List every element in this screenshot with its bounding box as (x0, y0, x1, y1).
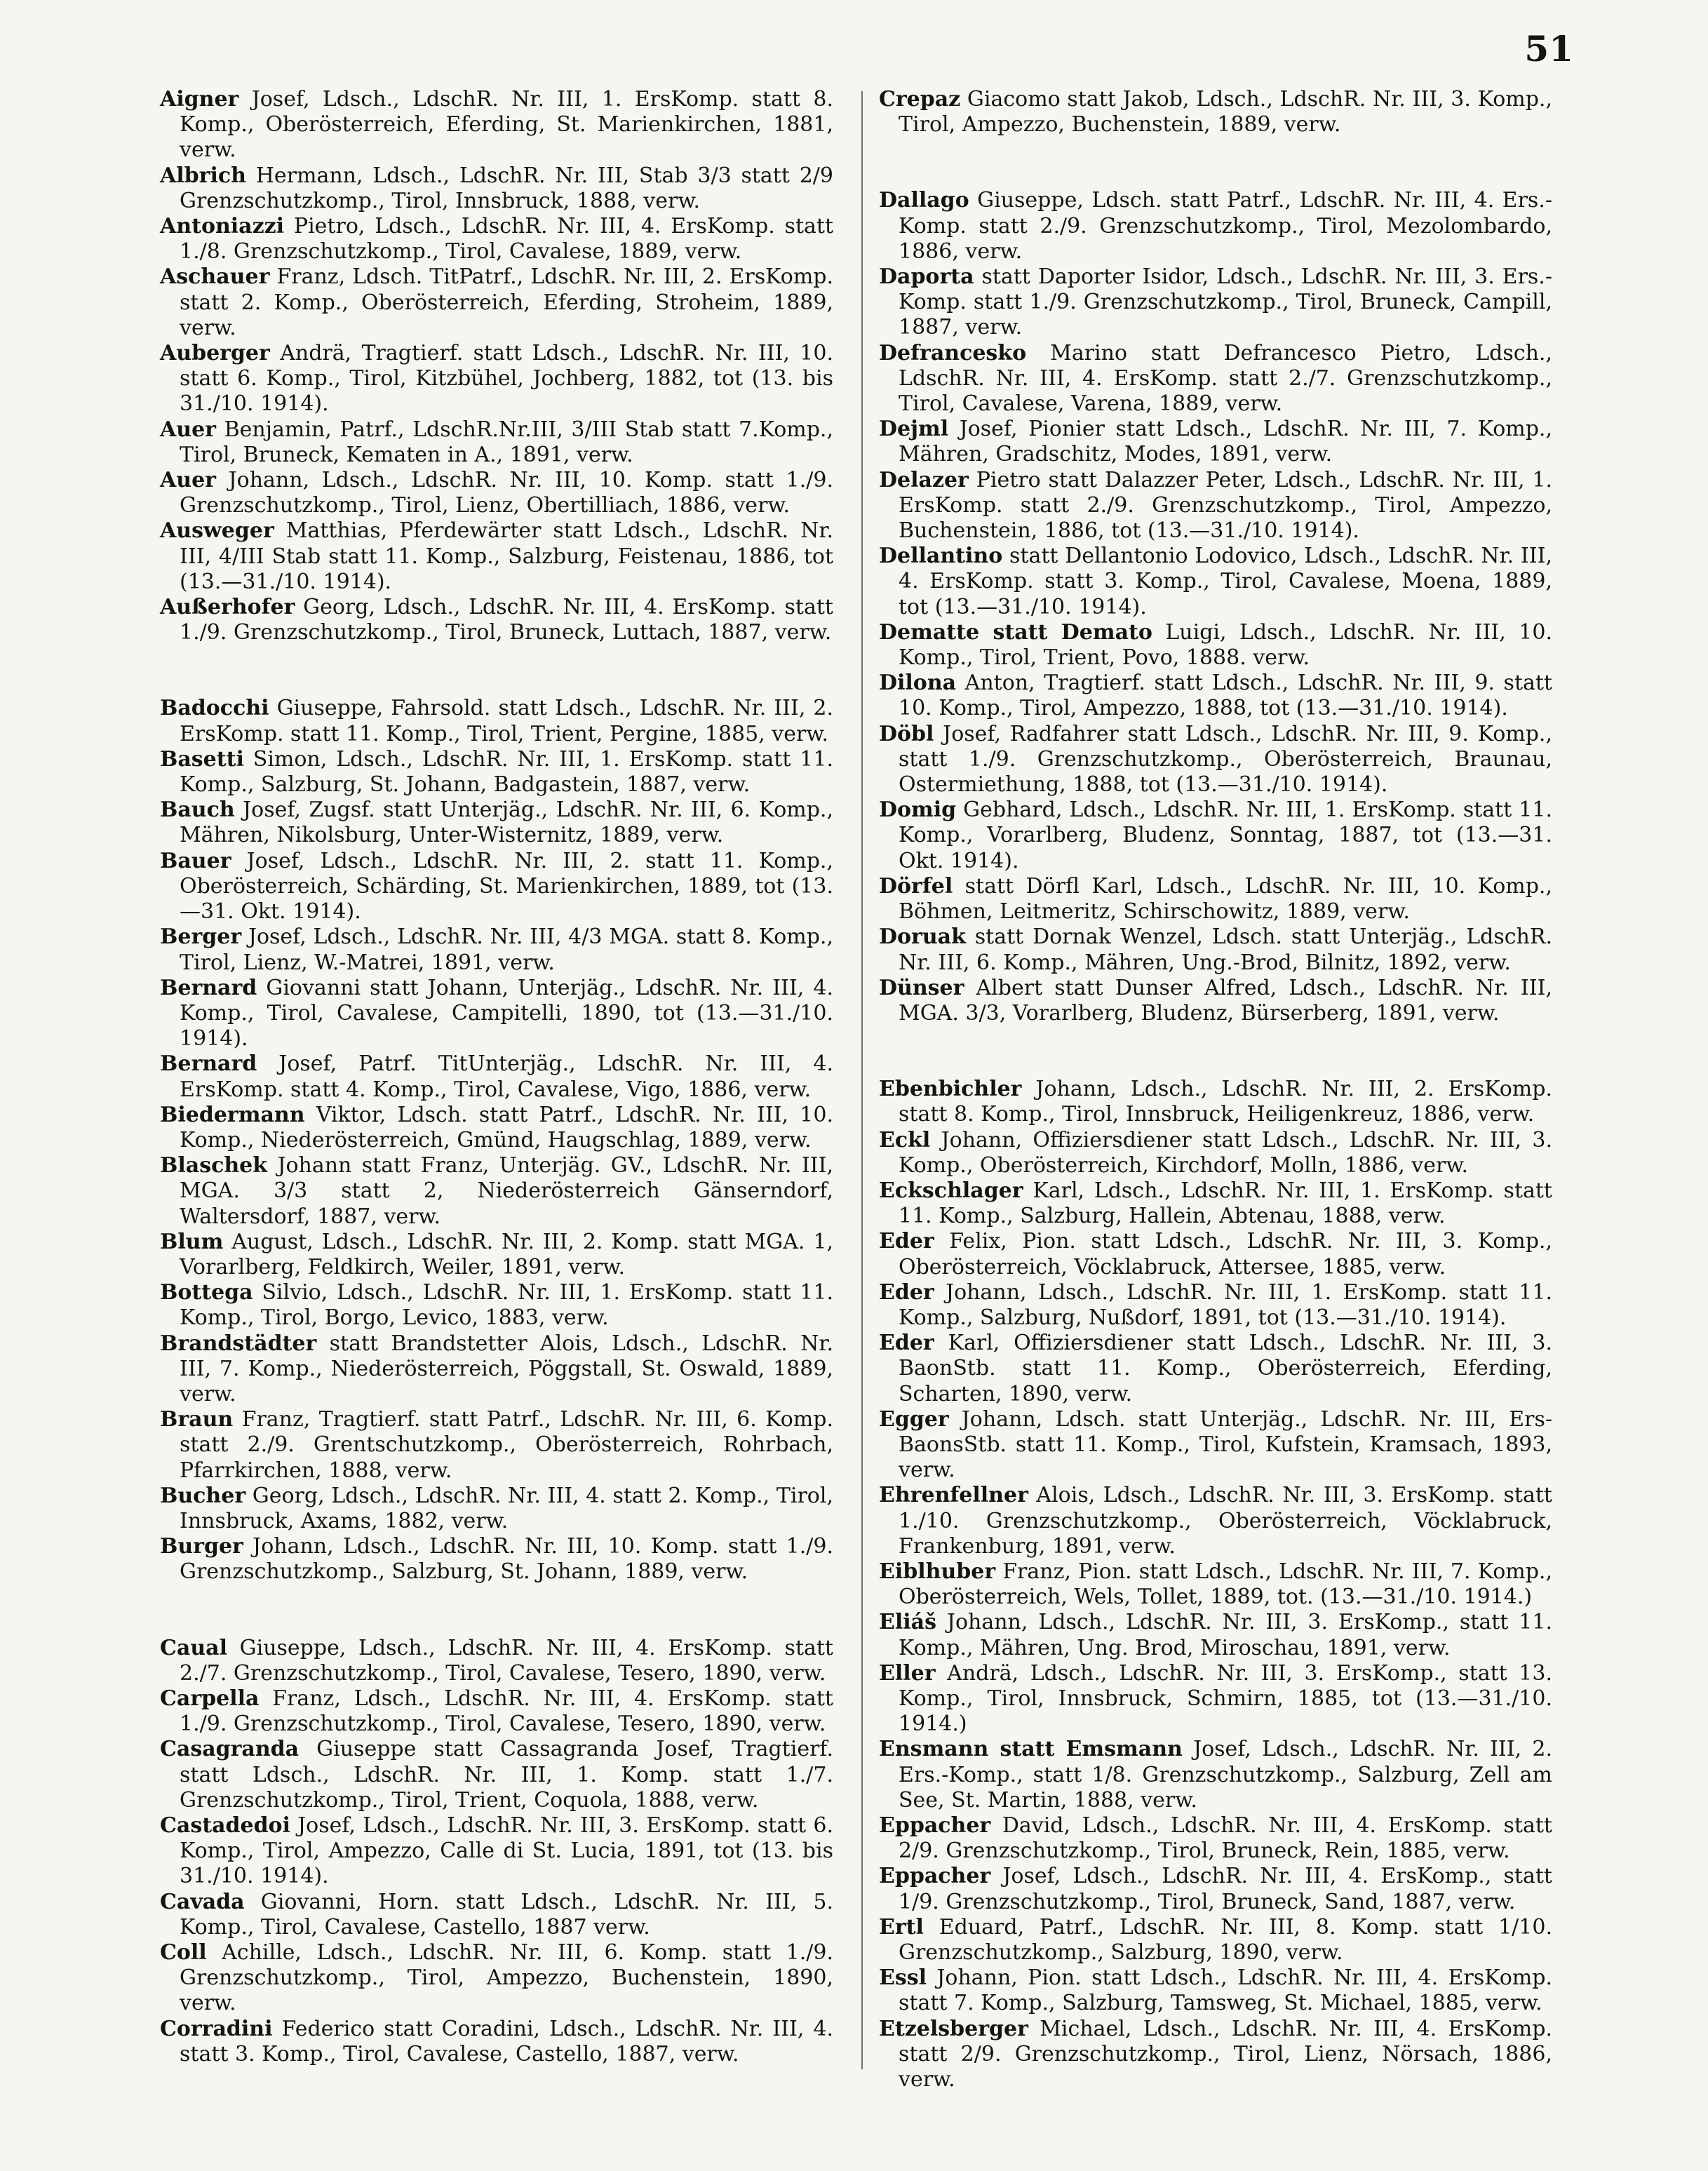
entry-surname: Eckl (879, 1127, 931, 1152)
entry-details: Marino statt Defrancesco Pietro, Ldsch., LdschR. Nr. III, 4. ErsKomp. statt 2./7. Grenzschutzkomp., Tirol, Cavalese, Varena, 1889, verw. (899, 340, 1552, 417)
entry-details: August, Ldsch., LdschR. Nr. III, 2. Komp. statt MGA. 1, Vorarlberg, Feldkirch, Weiler, 1891, verw. (180, 1229, 833, 1279)
entry-surname: Essl (879, 1965, 927, 1991)
entry-surname: Dilona (879, 671, 957, 696)
entry-surname: Bauch (160, 798, 235, 823)
register-entry (879, 1737, 1552, 1813)
entry-details: Josef, Patrf. TitUnterjäg., LdschR. Nr. III, 4. ErsKomp. statt 4. Komp., Tirol, Cavalese, Vigo, 1886, verw. (180, 1051, 834, 1102)
register-entry (879, 1813, 1552, 1864)
register-entry (160, 214, 833, 264)
entry-surname: Egger (879, 1406, 949, 1432)
section-gap (160, 645, 833, 696)
entry-surname: Cavada (160, 1889, 245, 1914)
entry-surname: Bernard (160, 1051, 257, 1077)
section-gap (879, 1026, 1552, 1077)
entry-details: Georg, Ldsch., LdschR. Nr. III, 4. statt 2. Komp., Tirol, Innsbruck, Axams, 1882, verw. (180, 1483, 833, 1533)
register-entry (160, 2017, 833, 2067)
entry-surname: Auer (160, 417, 216, 442)
register-entry (160, 1890, 833, 1940)
entry-surname: Dellantino (879, 544, 1003, 569)
entry-surname: Dejml (879, 417, 949, 442)
register-entry (879, 976, 1552, 1026)
entry-details: Johann, Ldsch. statt Unterjäg., LdschR. Nr. III, Ers-BaonsStb. statt 11. Komp., Tirol, Kufstein, Kramsach, 1893, verw. (899, 1406, 1552, 1483)
register-entry (879, 188, 1552, 264)
entry-details: statt Daporter Isidor, Ldsch., LdschR. Nr. III, 3. Ers.-Komp. statt 1./9. Grenzschutzkomp., Tirol, Bruneck, Campill, 1887, verw. (899, 264, 1552, 340)
register-entry (879, 1610, 1552, 1660)
entry-details: Johann, Ldsch., LdschR. Nr. III, 1. ErsKomp. statt 11. Komp., Salzburg, Nußdorf, 1891, tot (13.—31./10. 1914). (899, 1279, 1552, 1330)
page-number: 51 (1524, 28, 1573, 69)
register-entry (160, 1636, 833, 1686)
entry-surname: Crepaz (879, 87, 961, 112)
register-entry (879, 341, 1552, 417)
entry-surname: Ensmann statt Emsmann (879, 1737, 1183, 1762)
entry-details: Johann, Ldsch., LdschR. Nr. III, 2. ErsKomp. statt 8. Komp., Tirol, Innsbruck, Heiligenkreuz, 1886, verw. (899, 1077, 1552, 1127)
register-entry (879, 620, 1552, 671)
entry-surname: Carpella (160, 1686, 260, 1711)
register-entry (879, 87, 1552, 137)
register-entry (160, 1686, 833, 1737)
entry-surname: Bottega (160, 1280, 253, 1305)
entry-details: Viktor, Ldsch. statt Patrf., LdschR. Nr. III, 10. Komp., Niederösterreich, Gmünd, Haugschlag, 1889, verw. (180, 1102, 833, 1152)
entry-surname: Dematte statt Demato (879, 619, 1152, 645)
register-entry (879, 874, 1552, 925)
entry-details: Giovanni, Horn. statt Ldsch., LdschR. Nr. III, 5. Komp., Tirol, Cavalese, Castello, 1887 verw. (180, 1889, 833, 1940)
entry-surname: Daporta (879, 264, 974, 290)
entry-details: Giacomo statt Jakob, Ldsch., LdschR. Nr. III, 3. Komp., Tirol, Ampezzo, Buchenstein, 1889, verw. (899, 87, 1552, 137)
register-entry (879, 1965, 1552, 2016)
entry-details: Anton, Tragtierf. statt Ldsch., LdschR. Nr. III, 9. statt 10. Komp., Tirol, Ampezzo, 1888, tot (13.—31./10. 1914). (899, 671, 1552, 721)
entry-details: Josef, Ldsch., LdschR. Nr. III, 2. Ers.-Komp., statt 1/8. Grenzschutzkomp., Salzburg, Zell am See, St. Martin, 1888, verw. (899, 1737, 1553, 1813)
entry-details: Josef, Ldsch., LdschR. Nr. III, 4/3 MGA. statt 8. Komp., Tirol, Lienz, W.-Matrei, 1891, verw. (180, 925, 833, 975)
entry-details: Simon, Ldsch., LdschR. Nr. III, 1. ErsKomp. statt 11. Komp., Salzburg, St. Johann, Badgastein, 1887, verw. (180, 746, 833, 798)
entry-surname: Basetti (160, 746, 244, 772)
register-entry (160, 1813, 833, 1890)
entry-surname: Außerhofer (160, 595, 295, 620)
entry-surname: Ebenbichler (879, 1077, 1022, 1102)
entry-surname: Eppacher (879, 1864, 991, 1889)
register-entry (879, 798, 1552, 874)
register-entry (160, 1153, 833, 1230)
register-entry (160, 264, 833, 341)
entry-surname: Döbl (879, 721, 934, 746)
register-entry (160, 518, 833, 595)
entry-details: Josef, Radfahrer statt Ldsch., LdschR. Nr. III, 9. Komp., statt 1./9. Grenzschutzkomp., Oberösterreich, Braunau, Ostermiethung, 1888, tot (13.—31./10. 1914). (899, 721, 1552, 798)
register-entry (160, 1534, 833, 1585)
section-gap (879, 137, 1552, 188)
entry-surname: Coll (160, 1940, 207, 1965)
entry-surname: Eiblhuber (879, 1559, 996, 1584)
entry-details: Johann, Ldsch., LdschR. Nr. III, 10. Komp. statt 1./9. Grenzschutzkomp., Salzburg, St. Johann, 1889, verw. (180, 1534, 833, 1585)
entry-surname: Eder (879, 1331, 934, 1356)
register-entry (879, 1229, 1552, 1279)
entry-details: Achille, Ldsch., LdschR. Nr. III, 6. Komp. statt 1./9. Grenzschutzkomp., Tirol, Ampezzo, Buchenstein, 1890, verw. (180, 1940, 833, 2016)
entry-surname: Ertl (879, 1914, 924, 1940)
entry-surname: Burger (160, 1534, 243, 1559)
register-entry (879, 1864, 1552, 1914)
entry-details: Franz, Ldsch. TitPatrf., LdschR. Nr. III, 2. ErsKomp. statt 2. Komp., Oberösterreich, Eferding, Stroheim, 1889, verw. (180, 264, 834, 340)
entry-details: Karl, Offiziersdiener statt Ldsch., LdschR. Nr. III, 3. BaonStb. statt 11. Komp., Oberösterreich, Eferding, Scharten, 1890, verw. (899, 1331, 1552, 1406)
entry-details: Johann, Offiziersdiener statt Ldsch., LdschR. Nr. III, 3. Komp., Oberösterreich, Kirchdorf, Molln, 1886, verw. (899, 1127, 1552, 1178)
entry-surname: Brandstädter (160, 1331, 317, 1356)
entry-details: Matthias, Pferdewärter statt Ldsch., LdschR. Nr. III, 4/III Stab statt 11. Komp., Salzburg, Feistenau, 1886, tot (13.—31./10. 1914). (180, 518, 833, 594)
entry-surname: Aigner (160, 87, 239, 112)
entry-details: statt Dornak Wenzel, Ldsch. statt Unterjäg., LdschR. Nr. III, 6. Komp., Mähren, Ung.-Brod, Bilnitz, 1892, verw. (899, 925, 1552, 975)
right-column (879, 87, 1552, 2092)
entry-details: Giuseppe, Ldsch. statt Patrf., LdschR. Nr. III, 4. Ers.-Komp. statt 2./9. Grenzschutzkomp., Tirol, Mezolombardo, 1886, verw. (899, 188, 1552, 264)
register-entry (879, 468, 1552, 544)
entry-details: Alois, Ldsch., LdschR. Nr. III, 3. ErsKomp. statt 1./10. Grenzschutzkomp., Oberösterreich, Vöcklabruck, Frankenburg, 1891, verw. (899, 1483, 1552, 1559)
register-entry (879, 1407, 1552, 1484)
entry-details: Johann, Pion. statt Ldsch., LdschR. Nr. III, 4. ErsKomp. statt 7. Komp., Salzburg, Tamsweg, St. Michael, 1885, verw. (899, 1965, 1552, 2016)
register-entry (879, 417, 1552, 467)
entry-surname: Eder (879, 1229, 934, 1254)
entry-surname: Braun (160, 1407, 234, 1432)
entry-surname: Corradini (160, 2016, 273, 2041)
entry-surname: Berger (160, 925, 242, 950)
entry-surname: Castadedoi (160, 1813, 290, 1838)
register-entry (879, 1128, 1552, 1178)
entry-details: Silvio, Ldsch., LdschR. Nr. III, 1. ErsKomp. statt 11. Komp., Tirol, Borgo, Levico, 1883, verw. (180, 1280, 833, 1331)
entry-details: Josef, Zugsf. statt Unterjäg., LdschR. Nr. III, 6. Komp., Mähren, Nikolsburg, Unter-Wisternitz, 1889, verw. (180, 798, 833, 848)
entry-surname: Caual (160, 1635, 227, 1660)
entry-details: Giuseppe, Fahrsold. statt Ldsch., LdschR. Nr. III, 2. ErsKomp. statt 11. Komp., Tirol, Trient, Pergine, 1885, verw. (180, 696, 834, 746)
register-entry (160, 696, 833, 746)
entry-details: Benjamin, Patrf., LdschR.Nr.III, 3/III Stab statt 7.Komp., Tirol, Bruneck, Kematen in A., 1891, verw. (180, 417, 833, 467)
entry-details: Josef, Ldsch., LdschR. Nr. III, 3. ErsKomp. statt 6. Komp., Tirol, Ampezzo, Calle di St. Lucia, 1891, tot (13. bis 31./10. 1914). (180, 1813, 833, 1889)
register-entry (160, 798, 833, 848)
entry-details: Pietro statt Dalazzer Peter, Ldsch., LdschR. Nr. III, 1. ErsKomp. statt 2./9. Grenzschutzkomp., Tirol, Ampezzo, Buchenstein, 1886, tot (13.—31./10. 1914). (899, 467, 1552, 544)
register-entry (160, 1051, 833, 1102)
register-entry (879, 722, 1552, 798)
register-entry (160, 747, 833, 798)
entry-details: Pietro, Ldsch., LdschR. Nr. III, 4. ErsKomp. statt 1./8. Grenzschutzkomp., Tirol, Cavalese, 1889, verw. (180, 214, 833, 264)
register-entry (879, 671, 1552, 721)
register-entry (879, 264, 1552, 341)
register-entry (879, 1559, 1552, 1610)
register-entry (160, 417, 833, 468)
entry-details: Josef, Ldsch., LdschR. Nr. III, 1. ErsKomp. statt 8. Komp., Oberösterreich, Eferding, St. Marienkirchen, 1881, verw. (180, 87, 833, 163)
register-entry (160, 925, 833, 975)
left-column (160, 87, 833, 2067)
register-entry (160, 163, 833, 214)
entry-details: Gebhard, Ldsch., LdschR. Nr. III, 1. ErsKomp. statt 11. Komp., Vorarlberg, Bludenz, Sonntag, 1887, tot (13.—31. Okt. 1914). (899, 798, 1552, 873)
entry-details: David, Ldsch., LdschR. Nr. III, 4. ErsKomp. statt 2/9. Grenzschutzkomp., Tirol, Bruneck, Rein, 1885, verw. (899, 1813, 1552, 1864)
entry-details: Johann statt Franz, Unterjäg. GV., LdschR. Nr. III, MGA. 3/3 statt 2, Niederösterreich Gänserndorf, Waltersdorf, 1887, verw. (180, 1153, 834, 1229)
register-entry (160, 341, 833, 417)
entry-details: Hermann, Ldsch., LdschR. Nr. III, Stab 3/3 statt 2/9 Grenzschutzkomp., Tirol, Innsbruck, 1888, verw. (180, 163, 833, 213)
entry-surname: Bucher (160, 1483, 246, 1508)
entry-details: statt Dellantonio Lodovico, Ldsch., LdschR. Nr. III, 4. ErsKomp. statt 3. Komp., Tirol, Cavalese, Moena, 1889, tot (13.—31./10. 1914). (899, 544, 1552, 619)
register-entry (879, 1331, 1552, 1407)
entry-surname: Badocchi (160, 696, 269, 721)
entry-surname: Antoniazzi (160, 214, 285, 239)
entry-surname: Dünser (879, 975, 964, 1000)
register-entry (879, 1915, 1552, 1965)
register-entry (160, 1484, 833, 1534)
entry-details: Luigi, Ldsch., LdschR. Nr. III, 10. Komp., Tirol, Trient, Povo, 1888. verw. (899, 619, 1552, 671)
entry-surname: Auer (160, 468, 216, 493)
register-entry (160, 87, 833, 163)
entry-surname: Domig (879, 798, 957, 823)
entry-surname: Bernard (160, 975, 257, 1000)
entry-details: Federico statt Coradini, Ldsch., LdschR. Nr. III, 4. statt 3. Komp., Tirol, Cavalese, Castello, 1887, verw. (180, 2016, 833, 2066)
register-entry (160, 1737, 833, 1813)
entry-surname: Eliáš (879, 1610, 936, 1635)
entry-details: Johann, Ldsch., LdschR. Nr. III, 3. ErsKomp., statt 11. Komp., Mähren, Ung. Brod, Miroschau, 1891, verw. (899, 1610, 1552, 1660)
register-entry (160, 1940, 833, 2017)
entry-surname: Aschauer (160, 264, 270, 290)
entry-details: Josef, Pionier statt Ldsch., LdschR. Nr. III, 7. Komp., Mähren, Gradschitz, Modes, 1891, verw. (899, 417, 1552, 467)
entry-details: statt Dörfl Karl, Ldsch., LdschR. Nr. III, 10. Komp., Böhmen, Leitmeritz, Schirschowitz, 1889, verw. (899, 873, 1552, 925)
register-entry (160, 1331, 833, 1408)
entry-surname: Blaschek (160, 1153, 268, 1178)
entry-surname: Delazer (879, 467, 969, 492)
entry-details: Giuseppe statt Cassagranda Josef, Tragtierf. statt Ldsch., LdschR. Nr. III, 1. Komp. statt 1./7. Grenzschutzkomp., Tirol, Trient, Coquola, 1888, verw. (180, 1737, 833, 1813)
entry-details: Giuseppe, Ldsch., LdschR. Nr. III, 4. ErsKomp. statt 2./7. Grenzschutzkomp., Tirol, Cavalese, Tesero, 1890, verw. (180, 1635, 833, 1686)
entry-details: Josef, Ldsch., LdschR. Nr. III, 4. ErsKomp., statt 1/9. Grenzschutzkomp., Tirol, Bruneck, Sand, 1887, verw. (899, 1864, 1552, 1914)
entry-surname: Ausweger (160, 518, 274, 544)
entry-details: Giovanni statt Johann, Unterjäg., LdschR. Nr. III, 4. Komp., Tirol, Cavalese, Campitelli, 1890, tot (13.—31./10. 1914). (180, 975, 833, 1051)
entry-surname: Ehrenfellner (879, 1483, 1028, 1508)
entry-surname: Defrancesko (879, 340, 1027, 365)
register-entry (160, 849, 833, 925)
entry-surname: Eckschlager (879, 1178, 1023, 1203)
register-entry (879, 925, 1552, 975)
column-divider (861, 91, 863, 2069)
section-gap (160, 1585, 833, 1636)
register-entry (160, 595, 833, 645)
register-entry (879, 1483, 1552, 1559)
entry-surname: Doruak (879, 925, 966, 950)
entry-surname: Blum (160, 1229, 224, 1254)
entry-details: Michael, Ldsch., LdschR. Nr. III, 4. ErsKomp. statt 2/9. Grenzschutzkomp., Tirol, Lienz, Nörsach, 1886, verw. (899, 2016, 1552, 2092)
entry-surname: Dallago (879, 188, 969, 213)
entry-details: statt Brandstetter Alois, Ldsch., LdschR. Nr. III, 7. Komp., Niederösterreich, Pöggstall, St. Oswald, 1889, verw. (180, 1331, 833, 1406)
register-entry (160, 1407, 833, 1484)
entry-details: Georg, Ldsch., LdschR. Nr. III, 4. ErsKomp. statt 1./9. Grenzschutzkomp., Tirol, Bruneck, Luttach, 1887, verw. (180, 595, 833, 645)
entry-details: Franz, Tragtierf. statt Patrf., LdschR. Nr. III, 6. Komp. statt 2./9. Grentschutzkomp., Oberösterreich, Rohrbach, Pfarrkirchen, 1888, verw. (180, 1407, 833, 1483)
entry-surname: Eppacher (879, 1813, 991, 1838)
register-entry (160, 468, 833, 518)
entry-surname: Biedermann (160, 1102, 305, 1127)
register-entry (879, 1178, 1552, 1229)
register-entry (879, 1280, 1552, 1331)
entry-details: Josef, Ldsch., LdschR. Nr. III, 2. statt 11. Komp., Oberösterreich, Schärding, St. Marienkirchen, 1889, tot (13.—31. Okt. 1914). (180, 848, 833, 925)
register-entry (160, 976, 833, 1052)
entry-surname: Casagranda (160, 1737, 300, 1762)
entry-details: Felix, Pion. statt Ldsch., LdschR. Nr. III, 3. Komp., Oberösterreich, Vöcklabruck, Attersee, 1885, verw. (899, 1229, 1552, 1279)
register-entry (160, 1230, 833, 1280)
entry-surname: Albrich (160, 163, 246, 188)
entry-surname: Dörfel (879, 873, 953, 899)
register-entry (160, 1103, 833, 1153)
entry-details: Andrä, Tragtierf. statt Ldsch., LdschR. Nr. III, 10. statt 6. Komp., Tirol, Kitzbühel, Jochberg, 1882, tot (13. bis 31./10. 1914). (180, 341, 833, 417)
entry-surname: Bauer (160, 848, 231, 873)
register-entry (879, 1661, 1552, 1738)
register-entry (160, 1280, 833, 1331)
entry-surname: Auberger (160, 341, 270, 366)
entry-details: Franz, Pion. statt Ldsch., LdschR. Nr. III, 7. Komp., Oberösterreich, Wels, Tollet, 1889, tot. (13.—31./10. 1914.) (899, 1559, 1553, 1610)
entry-details: Albert statt Dunser Alfred, Ldsch., LdschR. Nr. III, MGA. 3/3, Vorarlberg, Bludenz, Bürserberg, 1891, verw. (899, 975, 1552, 1026)
entry-surname: Eder (879, 1279, 934, 1305)
register-entry (879, 2017, 1552, 2093)
entry-details: Franz, Ldsch., LdschR. Nr. III, 4. ErsKomp. statt 1./9. Grenzschutzkomp., Tirol, Cavalese, Tesero, 1890, verw. (180, 1686, 833, 1737)
register-entry (879, 544, 1552, 620)
register-entry (879, 1077, 1552, 1127)
entry-surname: Etzelsberger (879, 2016, 1028, 2041)
entry-details: Andrä, Ldsch., LdschR. Nr. III, 3. ErsKomp., statt 13. Komp., Tirol, Innsbruck, Schmirn, 1885, tot (13.—31./10. 1914.) (899, 1660, 1552, 1737)
entry-details: Eduard, Patrf., LdschR. Nr. III, 8. Komp. statt 1/10. Grenzschutzkomp., Salzburg, 1890, verw. (899, 1914, 1552, 1965)
entry-details: Johann, Ldsch., LdschR. Nr. III, 10. Komp. statt 1./9. Grenzschutzkomp., Tirol, Lienz, Obertilliach, 1886, verw. (180, 468, 833, 518)
entry-surname: Eller (879, 1660, 936, 1686)
entry-details: Karl, Ldsch., LdschR. Nr. III, 1. ErsKomp. statt 11. Komp., Salzburg, Hallein, Abtenau, 1888, verw. (899, 1178, 1552, 1229)
